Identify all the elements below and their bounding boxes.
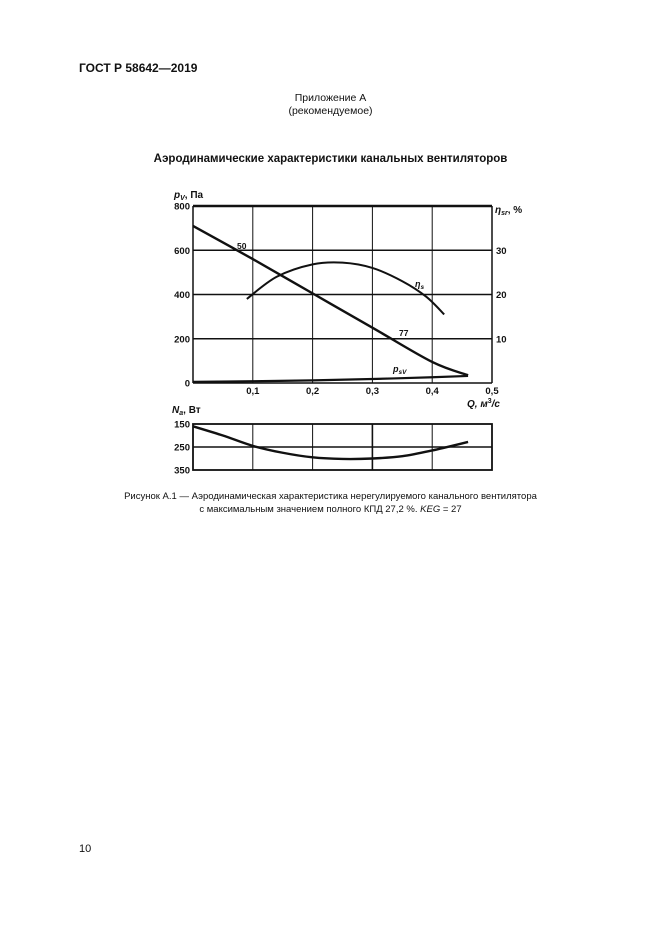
caption-keg: KEG [420,504,441,515]
y-tick-label: 200 [174,334,190,346]
section-title: Аэродинамические характеристики канальных вентиляторов [153,153,508,165]
y-axis-symbol: p [174,190,181,201]
page-number: 10 [79,843,92,855]
caption-keg-value: = 27 [440,504,462,515]
y-tick-label: 800 [174,201,190,213]
lower-y-axis-symbol: N [172,405,180,416]
y-axis-title [173,190,204,202]
y2-axis-subscript: sr [501,210,508,217]
x-tick-label: 0,3 [365,386,380,397]
y2-tick-label: 30 [496,245,507,257]
x-tick-label: 0,1 [246,386,260,397]
annex-title: Приложение А [294,92,367,104]
series-pv-line [193,226,468,375]
upper-chart-grid [193,206,492,383]
x-axis-symbol: Q, м [467,399,488,410]
y-axis-subscript: V [180,195,185,202]
caption-text: с максимальным значением полного КПД 27,2 %. [199,504,421,515]
y-tick-label: 400 [174,290,190,301]
y2-tick-label: 20 [496,290,507,301]
p-sv-curve-label: $p_{sV}$ [393,364,407,376]
x-axis-title [467,398,500,410]
annex-subtitle: (рекомендуемое) [288,105,373,117]
series-psv-line [193,376,468,382]
x-axis-unit: /с [491,399,500,410]
y2-axis-title [495,205,522,217]
series-na-line [193,426,468,459]
x-axis-superscript: 3 [487,398,492,405]
annotation-77: 77 [399,328,409,338]
y-tick-label: 600 [174,245,190,257]
lower-y-tick-label: 350 [174,465,190,477]
lower-y-tick-label: 250 [174,442,190,454]
lower-y-axis-unit: , Вт [183,405,201,416]
x-tick-label: 0,2 [305,386,320,397]
y2-tick-label: 10 [496,334,507,346]
y-axis-unit: , Па [184,190,204,201]
document-id: ГОСТ Р 58642—2019 [79,61,198,75]
lower-y-axis-title [172,405,201,417]
y-tick-label: 0 [184,378,190,390]
lower-y-tick-label: 150 [174,419,190,431]
lower-y-axis-subscript: a [179,410,184,417]
figure-caption-line-1: Рисунок А.1 — Аэродинамическая характеристика нерегулируемого канального вентилятора [124,491,537,502]
x-tick-label: 0,4 [425,386,439,397]
eta-s-curve-label: $\eta_s$ [415,279,425,291]
annotation-50: 50 [237,241,247,251]
x-tick-label: 0,5 [485,386,499,397]
figure-caption-line-2 [0,503,661,516]
y2-axis-symbol: η [495,205,502,216]
y2-axis-unit: , % [507,205,523,216]
